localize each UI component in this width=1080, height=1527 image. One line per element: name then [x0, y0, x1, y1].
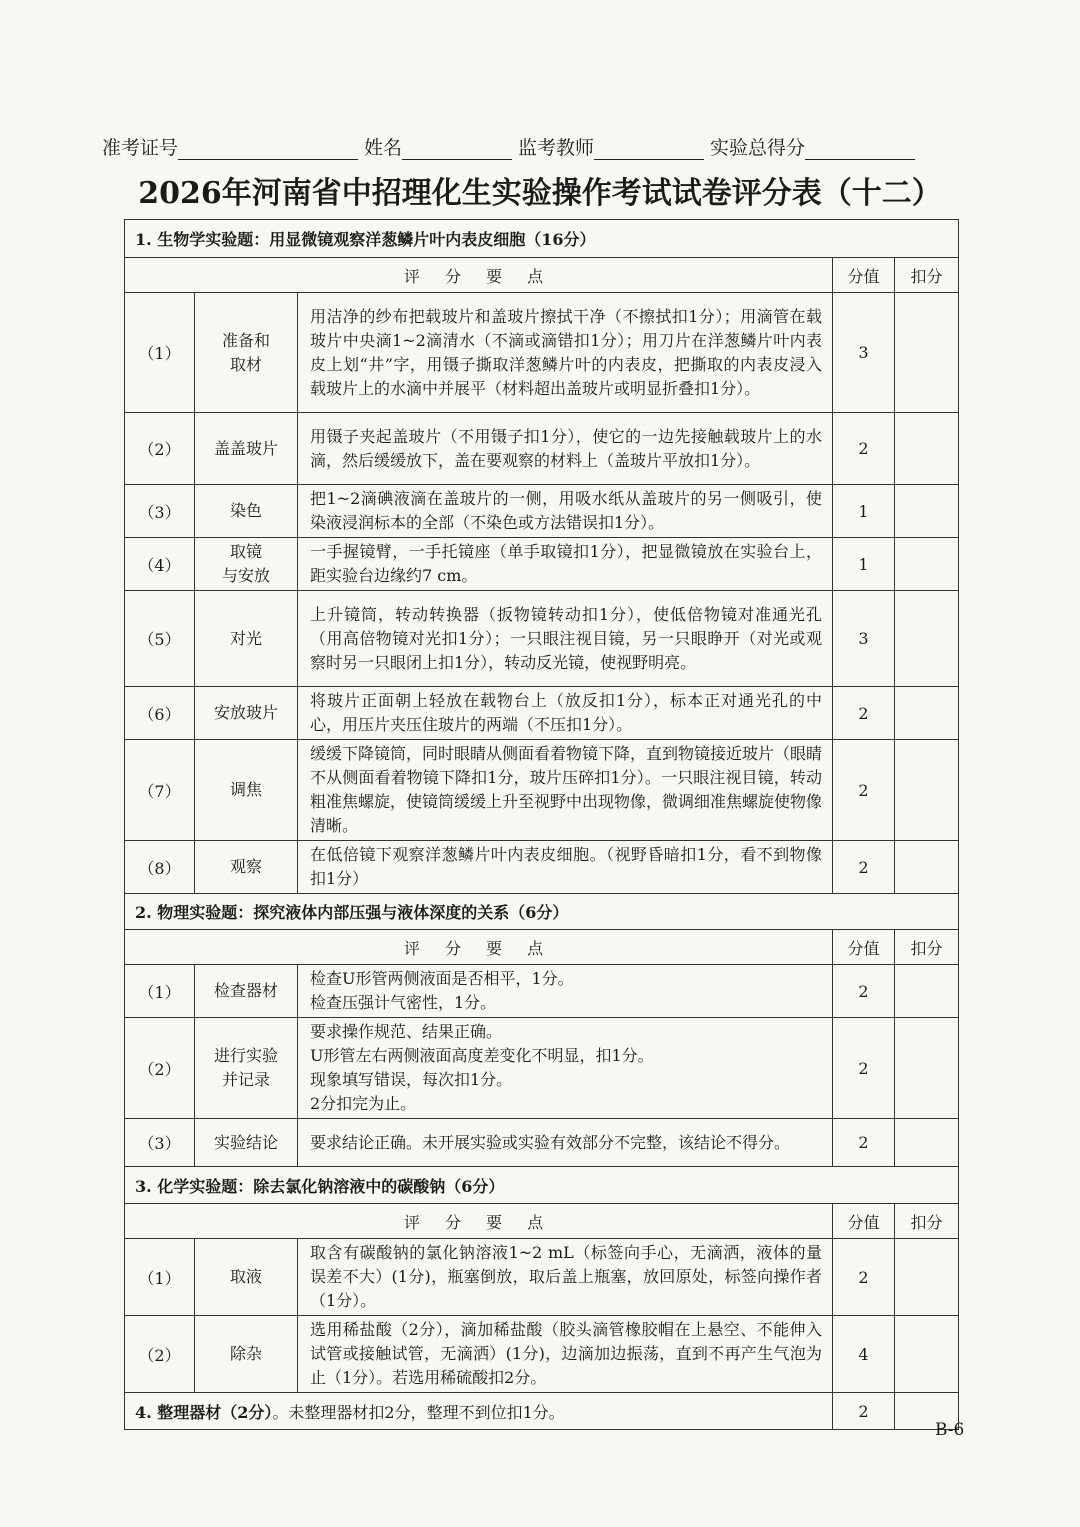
item-number: （2） — [125, 1018, 195, 1119]
exam-id-label: 准考证号 — [102, 137, 179, 159]
item-score: 2 — [833, 687, 895, 740]
item-score: 2 — [833, 1119, 895, 1167]
item-name: 除杂 — [195, 1316, 298, 1393]
item-score: 1 — [833, 485, 895, 538]
item-number: （6） — [125, 687, 195, 740]
item-criteria: 一手握镜臂，一手托镜座（单手取镜扣1分），把显微镜放在实验台上，距实验台边缘约7 cm。 — [298, 538, 833, 591]
column-header-row — [125, 930, 959, 965]
item-name: 染色 — [195, 485, 298, 538]
item-name: 观察 — [195, 841, 298, 894]
section-title-row — [125, 1167, 959, 1204]
column-header-row — [125, 258, 959, 293]
section-title: 2. 物理实验题：探究液体内部压强与液体深度的关系（6分） — [125, 894, 959, 930]
item-name: 对光 — [195, 591, 298, 687]
item-deduction-cell[interactable] — [895, 1239, 959, 1316]
item-criteria: 把1~2滴碘液滴在盖玻片的一侧，用吸水纸从盖玻片的另一侧吸引，使染液浸润标本的全部（不染色或方法错误扣1分）。 — [298, 485, 833, 538]
item-score: 2 — [833, 1018, 895, 1119]
score-header: 分值 — [833, 258, 895, 293]
item-name: 实验结论 — [195, 1119, 298, 1167]
table-row — [125, 740, 959, 841]
item-number: （4） — [125, 538, 195, 591]
scoring-table — [124, 219, 959, 1430]
item-deduction-cell[interactable] — [895, 965, 959, 1018]
item-name: 调焦 — [195, 740, 298, 841]
section-title: 3. 化学实验题：除去氯化钠溶液中的碳酸钠（6分） — [125, 1167, 959, 1204]
section4-score: 2 — [833, 1393, 895, 1430]
item-number: （5） — [125, 591, 195, 687]
item-deduction-cell[interactable] — [895, 841, 959, 894]
section4-row — [125, 1393, 959, 1430]
item-criteria: 检查U形管两侧液面是否相平，1分。 检查压强计气密性，1分。 — [298, 965, 833, 1018]
item-criteria: 缓缓下降镜筒，同时眼睛从侧面看着物镜下降，直到物镜接近玻片（眼睛不从侧面看着物镜下降扣1分，玻片压碎扣1分）。一只眼注视目镜，转动粗准焦螺旋，使镜筒缓缓上升至视野中出现物像，微调细准焦螺旋使物像清晰。 — [298, 740, 833, 841]
item-criteria: 用镊子夹起盖玻片（不用镊子扣1分），使它的一边先接触载玻片上的水滴，然后缓缓放下，盖在要观察的材料上（盖玻片平放扣1分）。 — [298, 413, 833, 485]
item-criteria: 选用稀盐酸（2分），滴加稀盐酸（胶头滴管橡胶帽在上悬空、不能伸入试管或接触试管，无滴洒）(1分)，边滴加边振荡，直到不再产生气泡为止（1分）。若选用稀硫酸扣2分。 — [298, 1316, 833, 1393]
section-title-row — [125, 894, 959, 930]
item-score: 3 — [833, 293, 895, 413]
item-name: 取镜 与安放 — [195, 538, 298, 591]
section-title: 1. 生物学实验题：用显微镜观察洋葱鳞片叶内表皮细胞（16分） — [125, 220, 959, 258]
item-number: （3） — [125, 485, 195, 538]
item-deduction-cell[interactable] — [895, 485, 959, 538]
name-field[interactable] — [402, 139, 512, 160]
item-score: 4 — [833, 1316, 895, 1393]
score-header: 分值 — [833, 930, 895, 965]
score-header: 分值 — [833, 1204, 895, 1239]
table-row — [125, 591, 959, 687]
item-criteria: 在低倍镜下观察洋葱鳞片叶内表皮细胞。（视野昏暗扣1分，看不到物像扣1分） — [298, 841, 833, 894]
proctor-field[interactable] — [594, 139, 704, 160]
section4-title: 4. 整理器材（2分） — [135, 1402, 273, 1422]
table-row — [125, 1119, 959, 1167]
total-score-field[interactable] — [805, 139, 915, 160]
item-number: （1） — [125, 1239, 195, 1316]
deduct-header: 扣分 — [895, 1204, 959, 1239]
page-number: B-6 — [935, 1420, 965, 1440]
item-name: 进行实验 并记录 — [195, 1018, 298, 1119]
item-deduction-cell[interactable] — [895, 591, 959, 687]
section-title-row — [125, 220, 959, 258]
points-header: 评 分 要 点 — [125, 258, 833, 293]
item-criteria: 将玻片正面朝上轻放在载物台上（放反扣1分），标本正对通光孔的中心，用压片夹压住玻片的两端（不压扣1分）。 — [298, 687, 833, 740]
item-score: 2 — [833, 841, 895, 894]
item-score: 2 — [833, 965, 895, 1018]
item-criteria: 用洁净的纱布把载玻片和盖玻片擦拭干净（不擦拭扣1分）；用滴管在载玻片中央滴1~2滴清水（不滴或滴错扣1分）；用刀片在洋葱鳞片叶内表皮上划“井”字，用镊子撕取洋葱鳞片叶的内表皮，把撕取的内表皮浸入载玻片上的水滴中并展平（材料超出盖玻片或明显折叠扣1分）。 — [298, 293, 833, 413]
item-criteria: 取含有碳酸钠的氯化钠溶液1~2 mL（标签向手心，无滴洒，液体的量误差不大）(1分)，瓶塞倒放，取后盖上瓶塞，放回原处，标签向操作者（1分）。 — [298, 1239, 833, 1316]
item-deduction-cell[interactable] — [895, 1316, 959, 1393]
item-deduction-cell[interactable] — [895, 740, 959, 841]
item-number: （8） — [125, 841, 195, 894]
table-row — [125, 413, 959, 485]
item-name: 检查器材 — [195, 965, 298, 1018]
table-row — [125, 293, 959, 413]
total-score-label: 实验总得分 — [710, 137, 806, 159]
item-score: 2 — [833, 740, 895, 841]
table-row — [125, 687, 959, 740]
page-title: 2026年河南省中招理化生实验操作考试试卷评分表（十二） — [138, 176, 942, 211]
table-row — [125, 841, 959, 894]
exam-id-field[interactable] — [178, 139, 358, 160]
exam-info-line — [102, 130, 977, 160]
item-number: （3） — [125, 1119, 195, 1167]
item-deduction-cell[interactable] — [895, 1018, 959, 1119]
item-name: 盖盖玻片 — [195, 413, 298, 485]
item-score: 3 — [833, 591, 895, 687]
item-number: （1） — [125, 293, 195, 413]
table-row — [125, 965, 959, 1018]
points-header: 评 分 要 点 — [125, 930, 833, 965]
table-row — [125, 485, 959, 538]
points-header: 评 分 要 点 — [125, 1204, 833, 1239]
item-name: 准备和 取材 — [195, 293, 298, 413]
section4-criteria: 。未整理器材扣2分，整理不到位扣1分。 — [272, 1402, 565, 1422]
table-row — [125, 1316, 959, 1393]
item-deduction-cell[interactable] — [895, 293, 959, 413]
item-deduction-cell[interactable] — [895, 413, 959, 485]
item-number: （7） — [125, 740, 195, 841]
item-score: 2 — [833, 413, 895, 485]
table-row — [125, 1239, 959, 1316]
table-row — [125, 1018, 959, 1119]
item-deduction-cell[interactable] — [895, 1119, 959, 1167]
name-label: 姓名 — [364, 137, 403, 159]
item-number: （1） — [125, 965, 195, 1018]
deduct-header: 扣分 — [895, 258, 959, 293]
item-deduction-cell[interactable] — [895, 538, 959, 591]
item-name: 取液 — [195, 1239, 298, 1316]
item-criteria: 要求操作规范、结果正确。 U形管左右两侧液面高度差变化不明显，扣1分。 现象填写错误，每次扣1分。 2分扣完为止。 — [298, 1018, 833, 1119]
proctor-label: 监考教师 — [518, 137, 595, 159]
item-number: （2） — [125, 1316, 195, 1393]
column-header-row — [125, 1204, 959, 1239]
item-score: 2 — [833, 1239, 895, 1316]
item-criteria: 要求结论正确。未开展实验或实验有效部分不完整，该结论不得分。 — [298, 1119, 833, 1167]
deduct-header: 扣分 — [895, 930, 959, 965]
item-number: （2） — [125, 413, 195, 485]
item-name: 安放玻片 — [195, 687, 298, 740]
table-row — [125, 538, 959, 591]
section4-cell — [125, 1393, 833, 1430]
item-deduction-cell[interactable] — [895, 687, 959, 740]
item-criteria: 上升镜筒，转动转换器（扳物镜转动扣1分），使低倍物镜对准通光孔（用高倍物镜对光扣1分）；一只眼注视目镜，另一只眼睁开（对光或观察时另一只眼闭上扣1分），转动反光镜，使视野明亮。 — [298, 591, 833, 687]
item-score: 1 — [833, 538, 895, 591]
